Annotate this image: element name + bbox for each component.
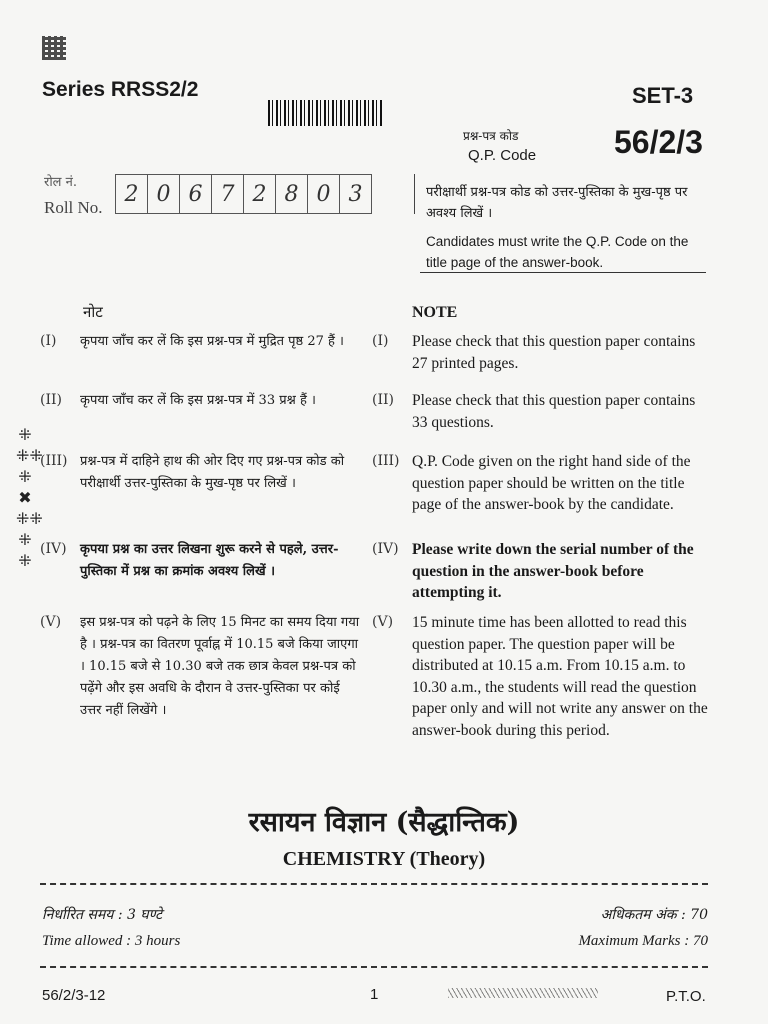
note-number: (II) xyxy=(372,392,394,408)
roll-digit: 7 xyxy=(212,175,244,213)
subject-title-hi: रसायन विज्ञान (सैद्धान्तिक) xyxy=(248,807,520,838)
qp-code-value: 56/2/3 xyxy=(614,124,703,160)
note-text-en: Please write down the serial number of the question in the answer-book before attempting it. xyxy=(412,541,694,601)
page-number: 1 xyxy=(370,986,379,1003)
note-title-en: NOTE xyxy=(412,304,458,321)
time-allowed-en: Time allowed : 3 hours xyxy=(42,933,181,949)
roll-label-en: Roll No. xyxy=(44,198,103,217)
time-allowed-hi: निर्धारित समय : 3 घण्टे xyxy=(42,907,163,923)
roll-digit: 6 xyxy=(180,175,212,213)
notice-text-hi: परीक्षार्थी प्रश्न-पत्र कोड को उत्तर-पुस्तिका के मुख-पृष्ठ पर अवश्य लिखें । xyxy=(426,185,688,221)
notice-text-en: Candidates must write the Q.P. Code on the title page of the answer-book. xyxy=(426,234,689,270)
note-number: (IV) xyxy=(40,541,67,557)
asterisk-icon: ⁜ xyxy=(18,530,32,549)
note-text-en: Please check that this question paper contains 33 questions. xyxy=(412,392,696,431)
divider xyxy=(40,883,708,885)
pto-label: P.T.O. xyxy=(666,988,706,1005)
asterisk-icon: ⁜ xyxy=(18,467,32,486)
set-label: SET-3 xyxy=(632,83,694,108)
subject-title-en: CHEMISTRY (Theory) xyxy=(282,848,486,870)
asterisk-icon: ⁜⁜ xyxy=(16,446,43,465)
qp-code-notice xyxy=(416,174,706,274)
note-number: (I) xyxy=(372,333,389,349)
roll-number-boxes xyxy=(115,174,372,214)
roll-digit: 0 xyxy=(148,175,180,213)
roll-digit: 2 xyxy=(244,175,276,213)
series-label: Series RRSS2/2 xyxy=(42,78,199,101)
cross-icon: ✖ xyxy=(18,488,32,507)
note-text-hi: प्रश्न-पत्र में दाहिने हाथ की ओर दिए गए प्रश्न-पत्र कोड को परीक्षार्थी उत्तर-पुस्तिका के मुख-पृष्ठ पर लिखें । xyxy=(80,454,345,491)
qp-code-label-en: Q.P. Code xyxy=(468,147,537,164)
max-marks-en: Maximum Marks : 70 xyxy=(578,933,708,949)
asterisk-icon: ⁜ xyxy=(18,425,32,444)
note-number: (V) xyxy=(40,614,62,630)
qr-code-icon xyxy=(42,36,66,60)
qp-code-label-hi: प्रश्न-पत्र कोड xyxy=(463,129,519,143)
asterisk-icon: ⁜⁜ xyxy=(16,509,43,528)
roll-label-hi: रोल नं. xyxy=(44,175,77,190)
note-text-hi: इस प्रश्न-पत्र को पढ़ने के लिए 15 मिनट का समय दिया गया है । प्रश्न-पत्र का वितरण पूर्वाह्न में 10.15 बजे किया जाएगा । 10.15 बजे से 10.30 बजे तक छात्र केवल प्रश्न-पत्र को पढ़ेंगे और इस अवधि के दौरान वे उत्तर-पुस्तिका पर कोई उत्तर नहीं लिखेंगे । xyxy=(80,615,360,718)
margin-marks xyxy=(16,424,43,571)
note-text-hi: कृपया प्रश्न का उत्तर लिखना शुरू करने से पहले, उत्तर-पुस्तिका में प्रश्न का क्रमांक अवश्य लिखें । xyxy=(80,542,339,579)
note-title-hi: नोट xyxy=(83,303,103,321)
note-number: (I) xyxy=(40,333,57,349)
asterisk-icon: ⁜ xyxy=(18,551,32,570)
barcode-icon xyxy=(268,100,382,126)
note-number: (IV) xyxy=(372,541,399,557)
roll-digit: 0 xyxy=(308,175,340,213)
note-number: (V) xyxy=(372,614,394,630)
max-marks-hi: अधिकतम अंक : 70 xyxy=(600,907,708,923)
note-text-hi: कृपया जाँच कर लें कि इस प्रश्न-पत्र में 33 प्रश्न हैं । xyxy=(80,393,316,408)
divider xyxy=(40,966,708,968)
roll-digit: 8 xyxy=(276,175,308,213)
signature-mark xyxy=(448,988,598,998)
footer-code: 56/2/3-12 xyxy=(42,987,106,1004)
note-text-hi: कृपया जाँच कर लें कि इस प्रश्न-पत्र में मुद्रित पृष्ठ 27 हैं । xyxy=(80,334,344,349)
note-text-en: Q.P. Code given on the right hand side of the question paper should be written on the title page of the answer-book by the candidate. xyxy=(412,453,691,513)
note-text-en: 15 minute time has been allotted to read this question paper. The question paper will be distributed at 10.15 a.m. From 10.15 a.m. to 10.30 a.m., the students will read the question paper only and will not write any answer on the answer-book during this period. xyxy=(412,614,708,739)
note-number: (III) xyxy=(40,453,68,469)
note-text-en: Please check that this question paper contains 27 printed pages. xyxy=(412,333,696,372)
roll-digit: 2 xyxy=(116,175,148,213)
roll-digit: 3 xyxy=(348,181,363,207)
note-number: (III) xyxy=(372,453,400,469)
note-number: (II) xyxy=(40,392,62,408)
